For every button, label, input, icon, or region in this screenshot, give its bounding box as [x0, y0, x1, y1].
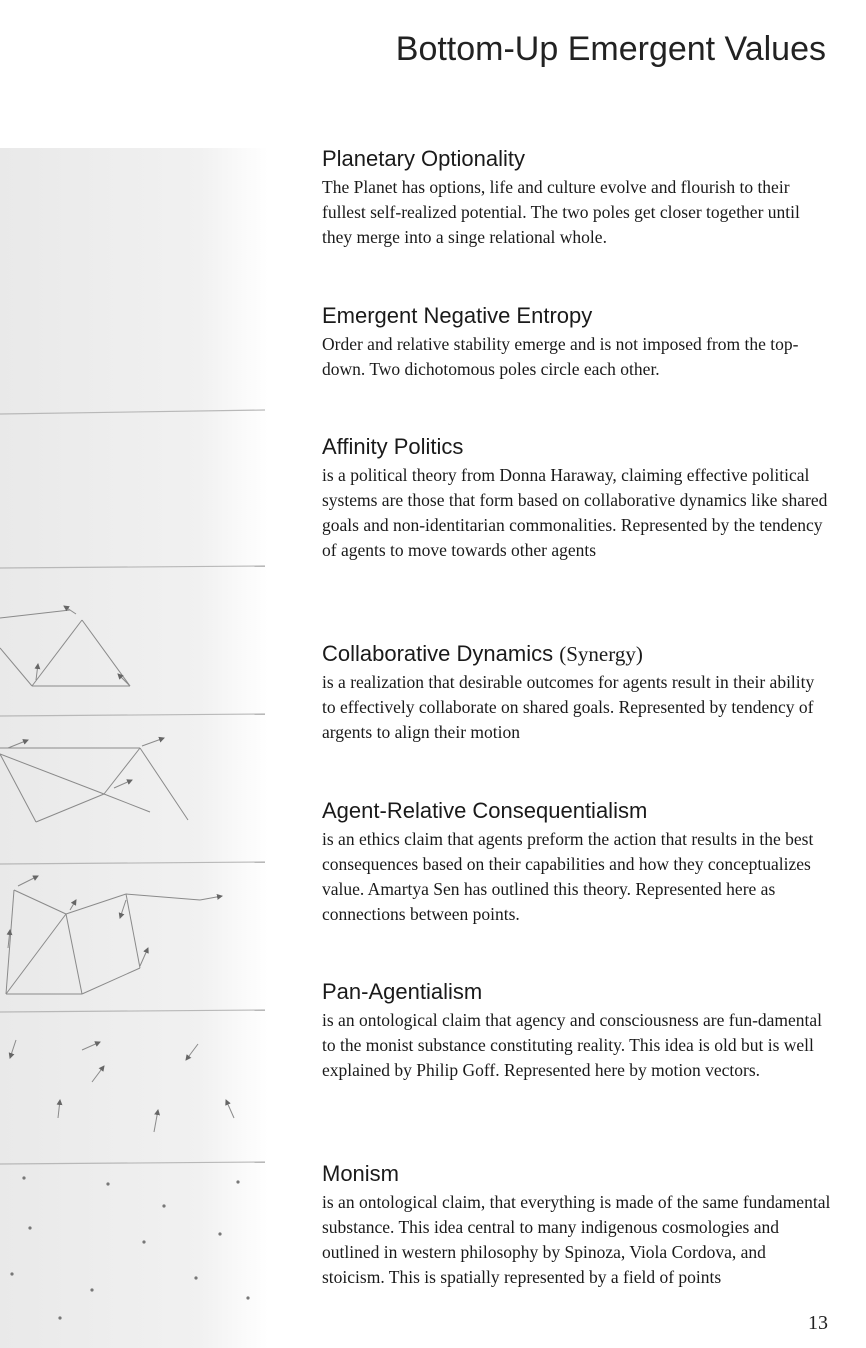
section-body: is an ontological claim that agency and consciousness are fun-damental to the monist substance constituting reality. This idea is old but is well explained by Philip Goff. Represented here by motion vectors.	[322, 1010, 823, 1080]
sketch-illustration	[0, 148, 268, 1348]
section-heading: Affinity Politics	[322, 434, 464, 459]
section-heading: Monism	[322, 1161, 400, 1186]
section-heading: Collaborative Dynamics (Synergy)	[322, 641, 643, 666]
section-planetary-optionality	[322, 146, 832, 250]
page-number: 13	[808, 1312, 828, 1334]
section-heading: Pan-Agentialism	[322, 979, 483, 1004]
section-emergent-negative-entropy	[322, 303, 832, 382]
section-heading: Agent-Relative Consequentialism	[322, 798, 648, 823]
section-body: is an ontological claim, that everything is made of the same fundamental substance. This idea central to many indigenous cosmologies and outlined in western philosophy by Spinoza, Viola Cordova, and stoicism. This is spatially represented by a field of points	[322, 1192, 831, 1287]
page-title: Bottom-Up Emergent Values	[395, 30, 826, 68]
section-pan-agentialism	[322, 979, 832, 1083]
section-agent-relative-consequentialism	[322, 798, 832, 927]
section-collaborative-dynamics	[322, 641, 832, 745]
section-heading: Planetary Optionality	[322, 146, 525, 171]
section-body: is an ethics claim that agents preform the action that results in the best consequences based on their capabilities and how they conceptualizes value. Amartya Sen has outlined this theory. Represented here as connections between points.	[322, 829, 814, 924]
section-body: Order and relative stability emerge and is not imposed from the top-down. Two dichotomous poles circle each other.	[322, 334, 799, 379]
section-monism	[322, 1161, 832, 1290]
section-body: is a political theory from Donna Haraway, claiming effective political systems are those that form based on collaborative dynamics like shared goals and non-identitarian commonalities. Represented by the tendency of agents to move towards other agents	[322, 465, 828, 560]
section-heading: Emergent Negative Entropy	[322, 303, 593, 328]
section-body: is a realization that desirable outcomes for agents result in their ability to effectively collaborate on shared goals. Represented by tendency of argents to align their motion	[322, 672, 815, 742]
section-affinity-politics	[322, 434, 832, 563]
section-subheading: (Synergy)	[559, 642, 643, 666]
section-body: The Planet has options, life and culture evolve and flourish to their fullest self-realized potential. The two poles get closer together until they merge into a singe relational whole.	[322, 177, 800, 247]
